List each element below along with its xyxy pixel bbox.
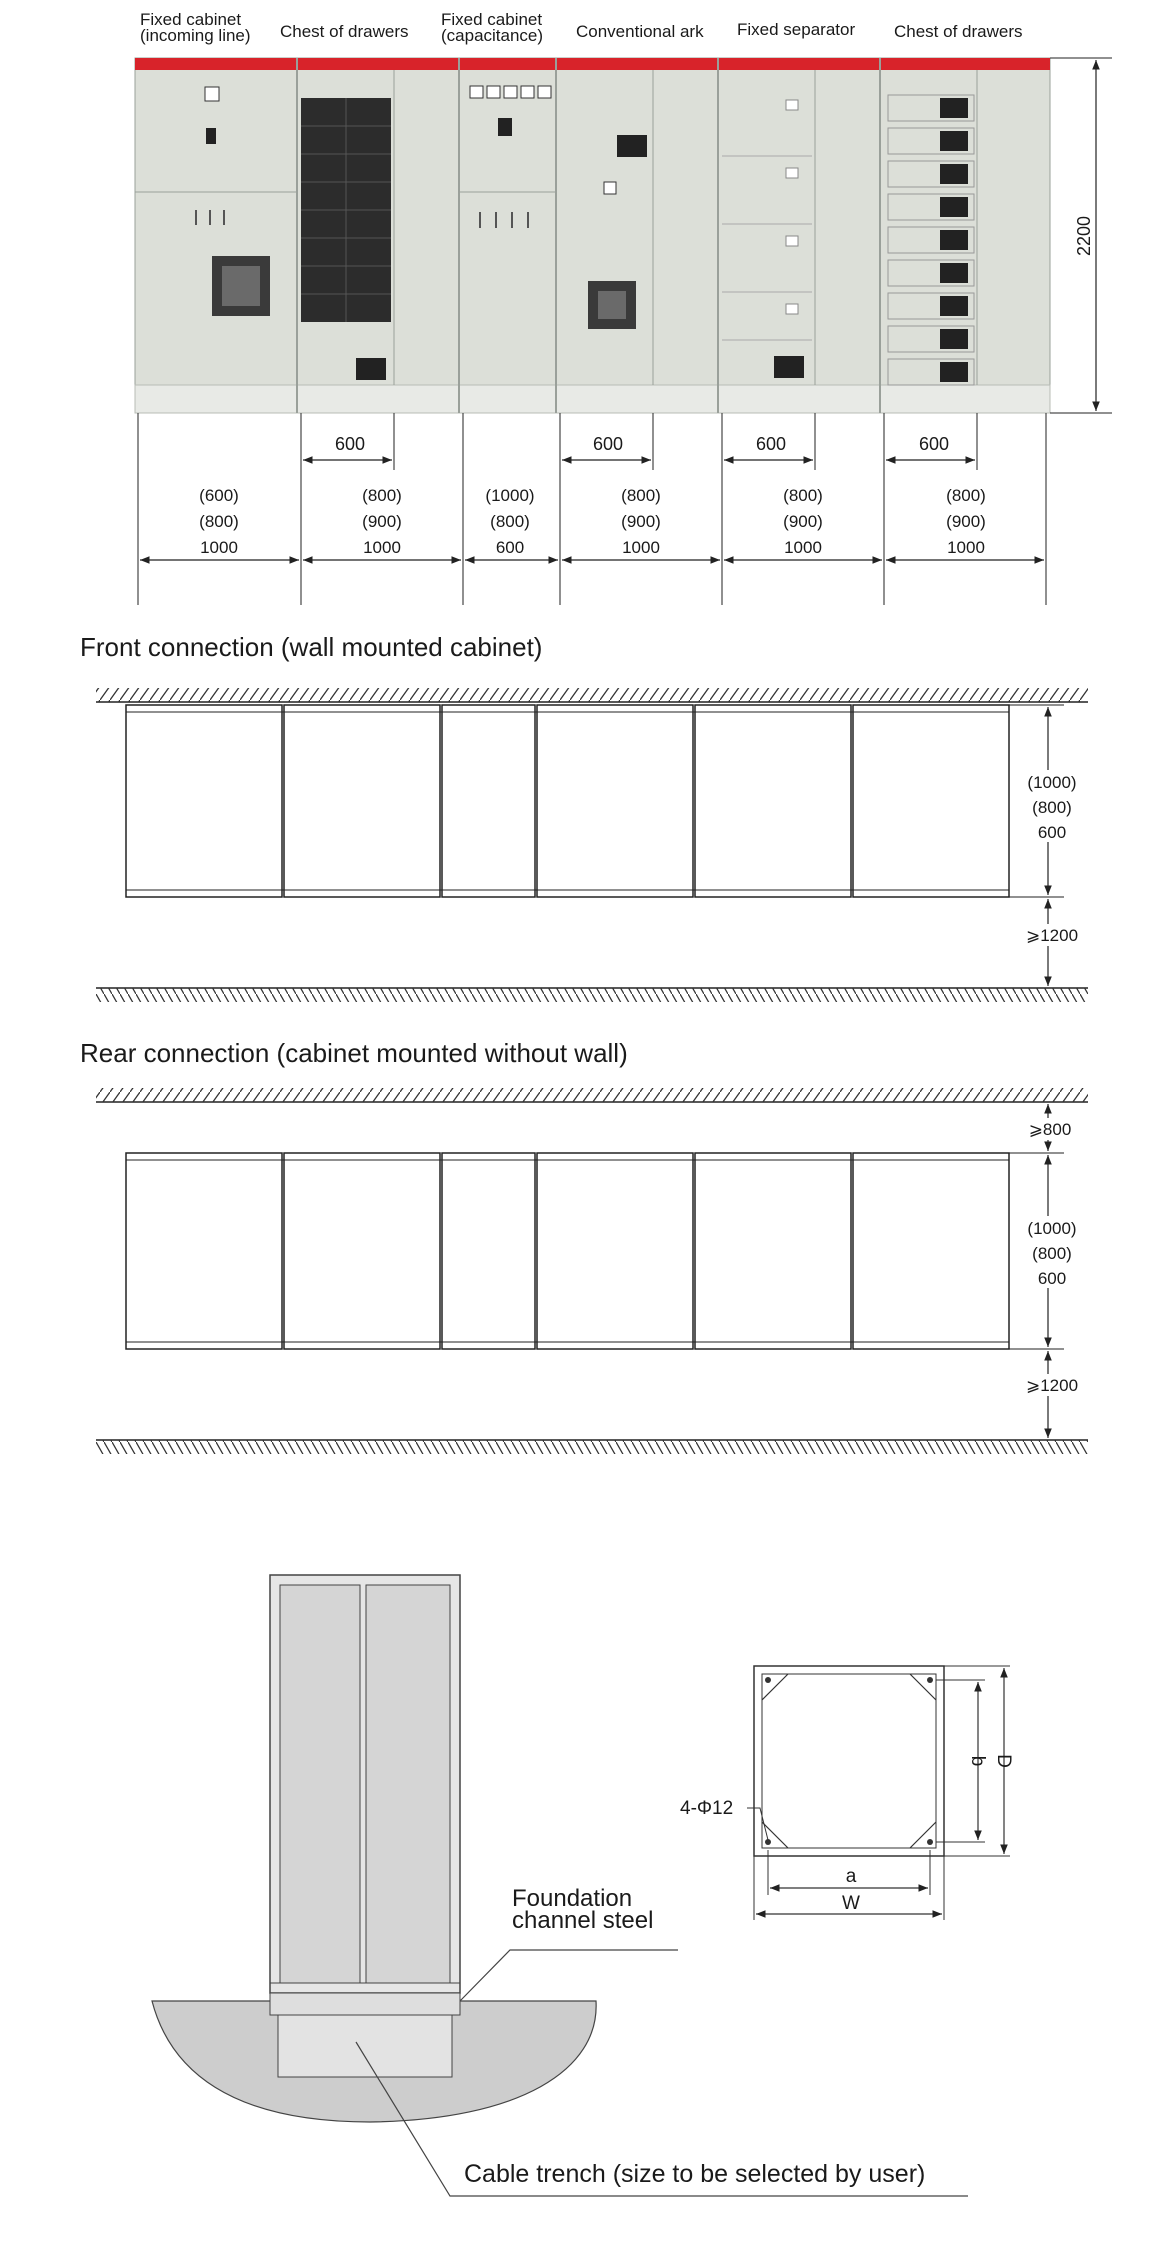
front-clearance-dim: ⩾1200 bbox=[1025, 926, 1079, 945]
rear-depth-dim: (1000) (800) 600 bbox=[1027, 1219, 1077, 1288]
width-dim-1: (600) (800) 1000 bbox=[199, 486, 239, 557]
rear-connection-title: Rear connection (cabinet mounted without wall) bbox=[80, 1038, 628, 1068]
rear-connection-plan bbox=[80, 1038, 1088, 1454]
rear-top-clearance: ⩾800 bbox=[1028, 1120, 1072, 1139]
base-plan-outer bbox=[754, 1666, 944, 1856]
panel-label-5: Fixed separator bbox=[737, 20, 856, 39]
panel-label-6: Chest of drawers bbox=[894, 22, 1023, 41]
cabinet-body bbox=[135, 58, 1050, 413]
width-dim-6: (800) (900) 1000 bbox=[946, 486, 986, 557]
cable-trench bbox=[278, 2015, 452, 2077]
dim-d: D bbox=[993, 1754, 1014, 1768]
front-connection-plan bbox=[80, 632, 1088, 1002]
cabinet-top-strip bbox=[135, 58, 1050, 70]
panel-label-2: Chest of drawers bbox=[280, 22, 409, 41]
panel-label-3: Fixed cabinet (capacitance) bbox=[441, 10, 544, 45]
cabinet-lineup bbox=[135, 10, 1112, 605]
rear-clearance-dim: ⩾1200 bbox=[1025, 1376, 1079, 1395]
dim-b: b bbox=[967, 1755, 988, 1767]
width-dim-4: (800) (900) 1000 bbox=[621, 486, 661, 557]
depth-dim-4: 600 bbox=[918, 434, 950, 454]
holes-label: 4-Φ12 bbox=[680, 1798, 734, 1819]
width-dim-2: (800) (900) 1000 bbox=[362, 486, 402, 557]
foundation-label: Foundation channel steel bbox=[512, 1885, 654, 1934]
dim-a: a bbox=[845, 1866, 857, 1887]
front-connection-title: Front connection (wall mounted cabinet) bbox=[80, 632, 543, 662]
width-dim-3: (1000) (800) 600 bbox=[485, 486, 535, 557]
dim-w: W bbox=[842, 1893, 860, 1914]
front-depth-dim: (1000) (800) 600 bbox=[1027, 773, 1077, 842]
panel-label-1: Fixed cabinet (incoming line) bbox=[140, 10, 251, 45]
cabinet-plinth bbox=[135, 385, 1050, 413]
foundation-channel bbox=[270, 1993, 460, 2015]
cable-trench-label: Cable trench (size to be selected by user) bbox=[464, 2160, 926, 2188]
depth-dim-2: 600 bbox=[592, 434, 624, 454]
installation-detail bbox=[152, 1575, 1014, 2196]
depth-dim-3: 600 bbox=[755, 434, 787, 454]
height-dimension: 2200 bbox=[1074, 215, 1094, 257]
depth-dim-1: 600 bbox=[334, 434, 366, 454]
width-dim-5: (800) (900) 1000 bbox=[783, 486, 823, 557]
panel-label-4: Conventional ark bbox=[576, 22, 704, 41]
